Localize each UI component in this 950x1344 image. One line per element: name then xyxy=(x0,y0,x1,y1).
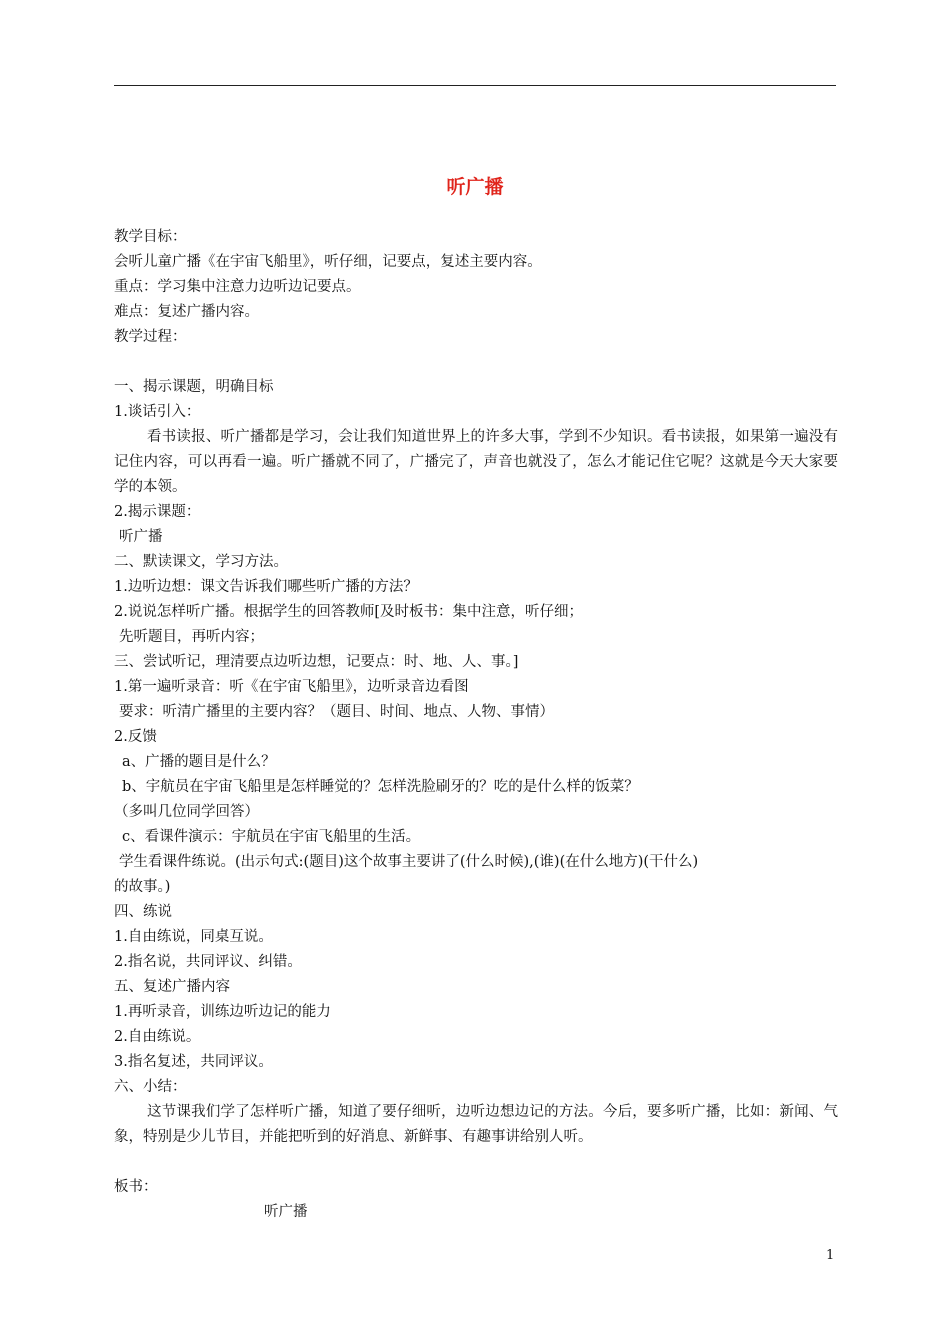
section-3-item-2a: a、广播的题目是什么？ xyxy=(122,754,276,770)
board-heading: 板书： xyxy=(114,1179,158,1195)
document-body xyxy=(114,225,838,1225)
section-1-item-2: 2.揭示课题： xyxy=(114,504,201,520)
header-rule xyxy=(114,85,836,86)
blank-line xyxy=(114,350,838,375)
goal-heading: 教学目标： xyxy=(114,229,187,245)
page-number: 1 xyxy=(826,1248,835,1263)
section-1-item-1: 1.谈话引入： xyxy=(114,404,201,420)
section-2-item-1: 1.边听边想：课文告诉我们哪些听广播的方法？ xyxy=(114,579,418,595)
section-6-paragraph: 这节课我们学了怎样听广播，知道了要仔细听，边听边想边记的方法。今后，要多听广播，比如：新闻、气象，特别是少儿节目，并能把听到的好消息、新鲜事、有趣事讲给别人听。 xyxy=(114,1104,838,1145)
section-3-item-2b-note: （多叫几位同学回答） xyxy=(114,804,259,820)
board-title: 听广播 xyxy=(264,1204,308,1220)
section-1-paragraph: 看书读报、听广播都是学习，会让我们知道世界上的许多大事，学到不少知识。看书读报，如果第一遍没有记住内容，可以再看一遍。听广播就不同了，广播完了，声音也就没了，怎么才能记住它呢？这就是今天大家要学的本领。 xyxy=(114,429,838,495)
section-2-item-2: 2.说说怎样听广播。根据学生的回答教师[及时板书：集中注意，听仔细； xyxy=(114,604,583,620)
section-5-item-2: 2.自由练说。 xyxy=(114,1029,201,1045)
section-5-item-3: 3.指名复述，共同评议。 xyxy=(114,1054,273,1070)
section-6-heading: 六、小结： xyxy=(114,1079,187,1095)
section-3-item-2c: c、看课件演示：宇航员在宇宙飞船里的生活。 xyxy=(122,829,421,845)
section-4-heading: 四、练说 xyxy=(114,904,172,920)
section-5-heading: 五、复述广播内容 xyxy=(114,979,230,995)
section-3-item-2b: b、宇航员在宇宙飞船里是怎样睡觉的？怎样洗脸刷牙的？吃的是什么样的饭菜？ xyxy=(122,779,639,795)
section-3-item-2: 2.反馈 xyxy=(114,729,157,745)
section-3-item-2d-end: 的故事。) xyxy=(114,879,171,895)
blank-line xyxy=(114,1150,838,1175)
key-point: 重点：学习集中注意力边听边记要点。 xyxy=(114,279,361,295)
section-1-item-2-text: 听广播 xyxy=(119,529,163,545)
section-5-item-1: 1.再听录音，训练边听边记的能力 xyxy=(114,1004,331,1020)
section-2-heading: 二、默读课文，学习方法。 xyxy=(114,554,288,570)
section-4-item-1: 1.自由练说，同桌互说。 xyxy=(114,929,273,945)
section-3-item-2d: 学生看课件练说。(出示句式:(题目)这个故事主要讲了(什么时候),(谁)(在什么地方)(干什么) xyxy=(119,854,699,870)
section-3-item-1-req: 要求：听清广播里的主要内容？（题目、时间、地点、人物、事情） xyxy=(119,704,554,720)
section-3-item-1: 1.第一遍听录音：听《在宇宙飞船里》，边听录音边看图 xyxy=(114,679,469,695)
section-3-heading: 三、尝试听记，理清要点边听边想，记要点：时、地、人、事。] xyxy=(114,654,519,670)
section-4-item-2: 2.指名说，共同评议、纠错。 xyxy=(114,954,302,970)
section-2-item-2-cont: 先听题目，再听内容； xyxy=(119,629,264,645)
goal-text: 会听儿童广播《在宇宙飞船里》，听仔细，记要点，复述主要内容。 xyxy=(114,254,542,270)
section-1-heading: 一、揭示课题，明确目标 xyxy=(114,379,274,395)
process-heading: 教学过程： xyxy=(114,329,187,345)
page-title: 听广播 xyxy=(446,176,504,198)
difficulty: 难点：复述广播内容。 xyxy=(114,304,259,320)
